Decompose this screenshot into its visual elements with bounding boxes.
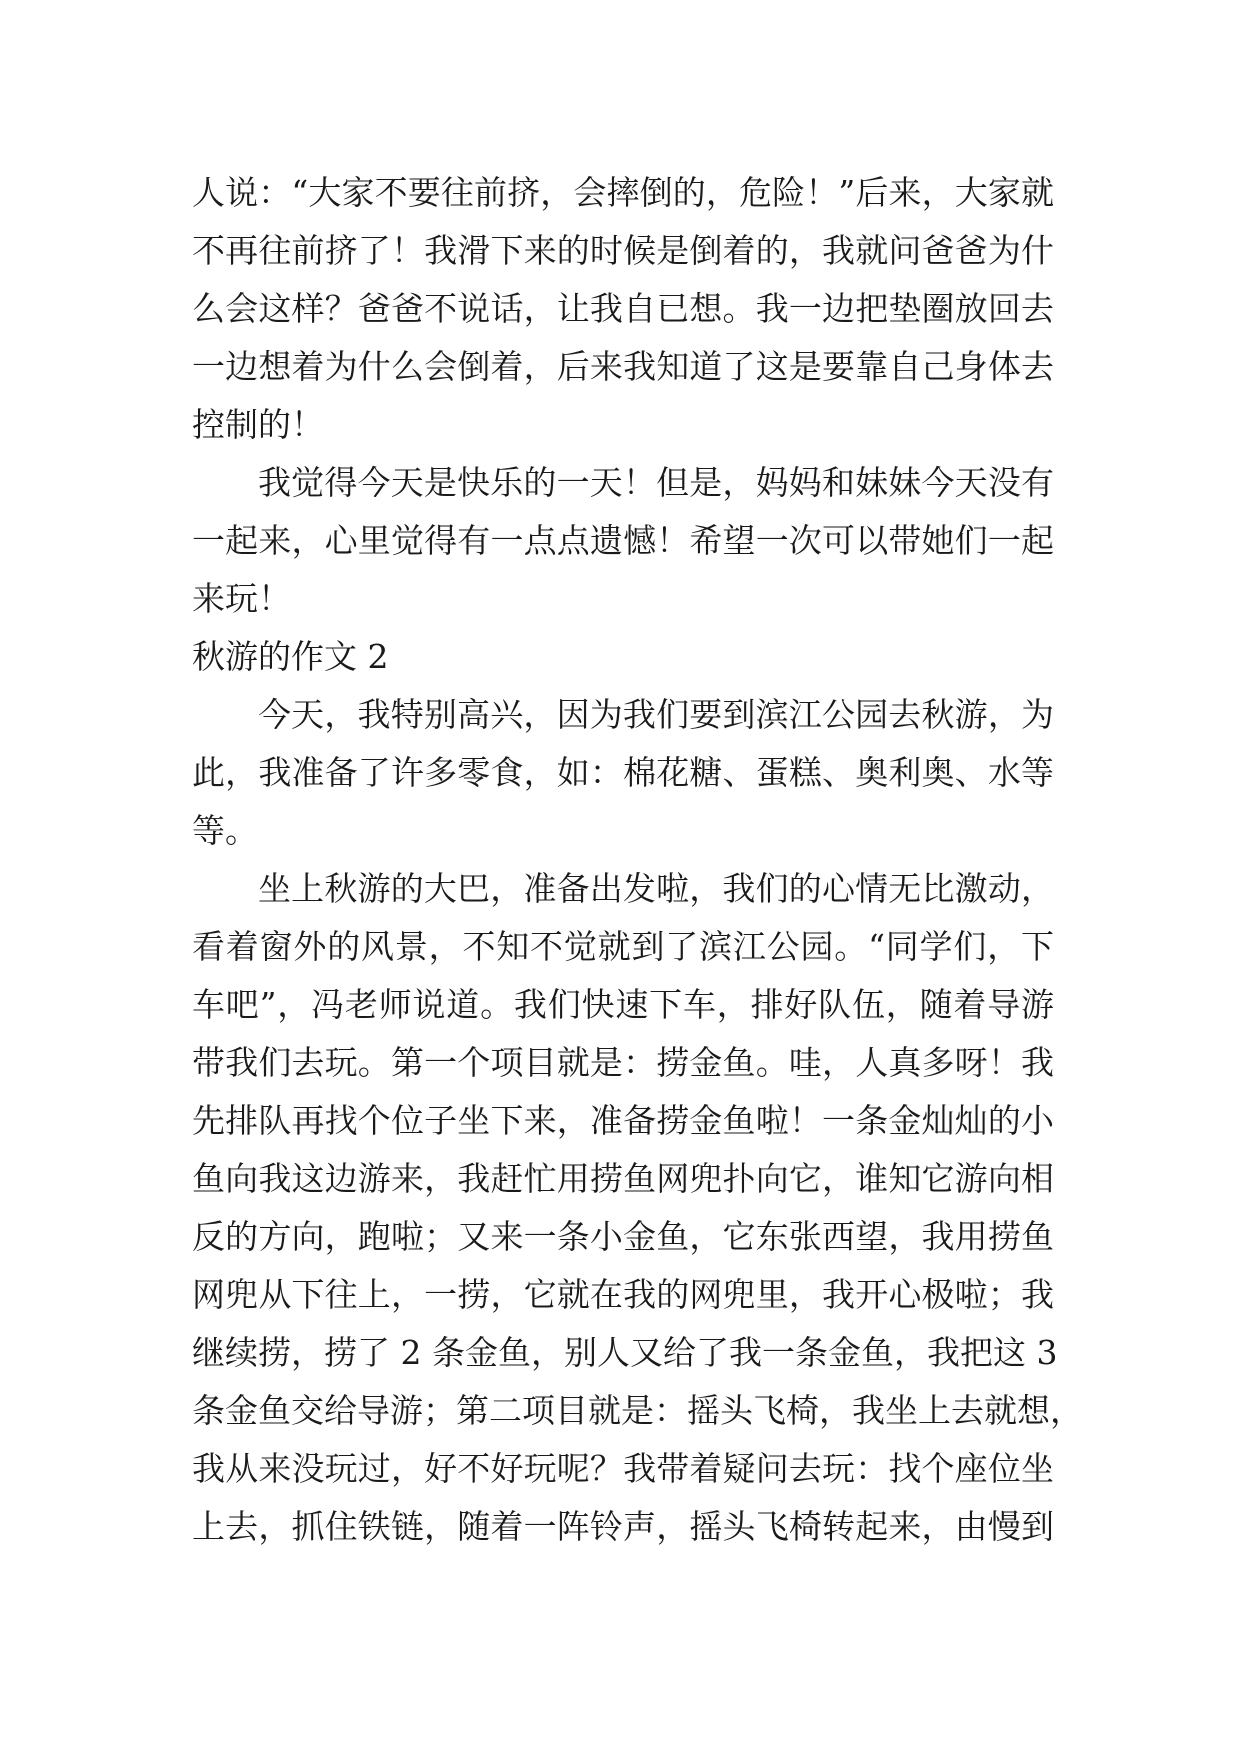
- paragraph-2: [192, 454, 1054, 628]
- paragraph-line: 我从来没玩过，好不好玩呢？我带着疑问去玩：找个座位坐: [192, 1449, 1054, 1488]
- paragraph-1: [192, 164, 1054, 454]
- paragraph-line: 鱼向我这边游来，我赶忙用捞鱼网兜扑向它，谁知它游向相: [192, 1159, 1054, 1198]
- paragraph-4: [192, 860, 1083, 1556]
- paragraph-line: 网兜从下往上，一捞，它就在我的网兜里，我开心极啦；我: [192, 1275, 1054, 1314]
- paragraph-line: 人说：“大家不要往前挤，会摔倒的，危险！”后来，大家就: [192, 173, 1054, 212]
- paragraph-line: 我觉得今天是快乐的一天！但是，妈妈和妹妹今天没有: [258, 463, 1054, 502]
- paragraph-line: 看着窗外的风景，不知不觉就到了滨江公园。“同学们，下: [192, 927, 1054, 966]
- paragraph-line: 反的方向，跑啦；又来一条小金鱼，它东张西望，我用捞鱼: [192, 1217, 1054, 1256]
- paragraph-line: 带我们去玩。第一个项目就是：捞金鱼。哇，人真多呀！我: [192, 1043, 1054, 1082]
- paragraph-line: 一边想着为什么会倒着，后来我知道了这是要靠自己身体去: [192, 347, 1054, 386]
- paragraph-line: 控制的！: [192, 405, 324, 444]
- paragraph-line: 车吧”，冯老师说道。我们快速下车，排好队伍，随着导游: [192, 985, 1054, 1024]
- paragraph-line: 条金鱼交给导游；第二项目就是：摇头飞椅，我坐上去就想，: [192, 1391, 1083, 1430]
- paragraph-line: 坐上秋游的大巴，准备出发啦，我们的心情无比激动，: [258, 869, 1054, 908]
- paragraph-line: 继续捞，捞了 2 条金鱼，别人又给了我一条金鱼，我把这 3: [192, 1333, 1058, 1372]
- paragraph-line: 等。: [192, 811, 258, 850]
- section-heading: 秋游的作文 2: [192, 637, 389, 676]
- paragraph-line: 来玩！: [192, 579, 291, 618]
- paragraph-3: [192, 686, 1054, 860]
- paragraph-line: 一起来，心里觉得有一点点遗憾！希望一次可以带她们一起: [192, 521, 1054, 560]
- essay-text: [192, 164, 1083, 1556]
- paragraph-line: 上去，抓住铁链，随着一阵铃声，摇头飞椅转起来，由慢到: [192, 1507, 1054, 1546]
- paragraph-line: 今天，我特别高兴，因为我们要到滨江公园去秋游，为: [258, 695, 1054, 734]
- paragraph-line: 不再往前挤了！我滑下来的时候是倒着的，我就问爸爸为什: [192, 231, 1054, 270]
- paragraph-line: 先排队再找个位子坐下来，准备捞金鱼啦！一条金灿灿的小: [192, 1101, 1054, 1140]
- paragraph-line: 么会这样？爸爸不说话，让我自已想。我一边把垫圈放回去: [192, 289, 1054, 328]
- paragraph-line: 此，我准备了许多零食，如：棉花糖、蛋糕、奥利奥、水等: [192, 753, 1054, 792]
